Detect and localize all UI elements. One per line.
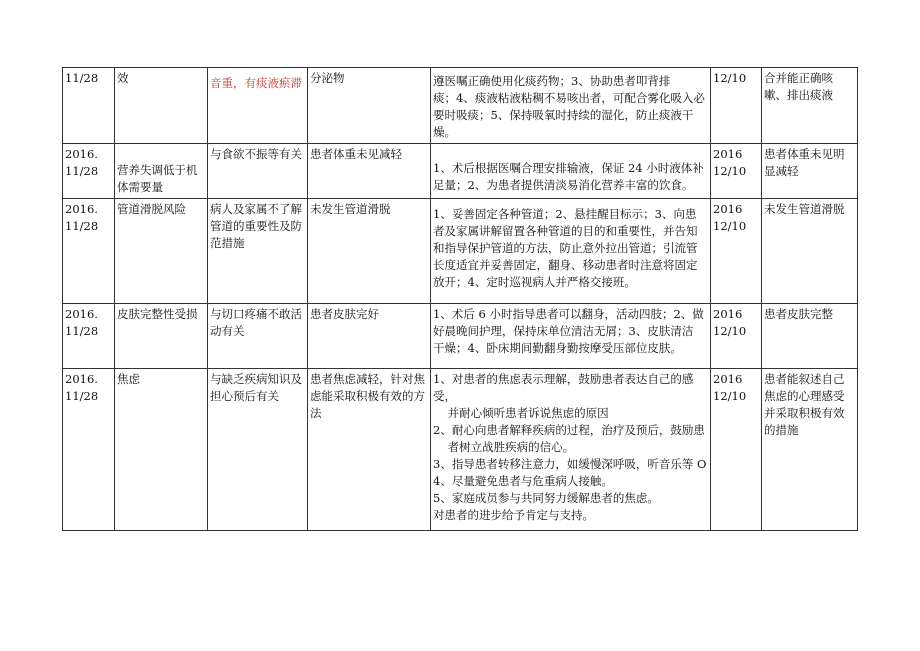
goal-cell <box>308 144 431 199</box>
cause-line: 病人及家属不了解 <box>210 202 302 216</box>
measures-cell <box>431 304 711 369</box>
evaluation-line: 的措施 <box>764 423 799 437</box>
measures-line: 3、指导患者转移注意力，如缓慢深呼吸，听音乐等 O <box>433 457 707 471</box>
problem-line: 营养失调低于机 <box>117 163 198 177</box>
measures-line: 对患者的进步给予肯定与支持。 <box>433 508 594 522</box>
eval-date-line: 2016 <box>713 147 743 161</box>
goal-cell <box>308 369 431 531</box>
eval-date-cell <box>711 144 762 199</box>
cause-cell <box>208 144 308 199</box>
problem-line: 体需要量 <box>117 180 163 194</box>
measures-line: 好晨晚间护理，保持床单位清洁无屑；3、皮肤清洁 <box>433 324 694 338</box>
eval-date-line: 12/10 <box>713 71 747 85</box>
eval-date-line: 12/10 <box>713 389 747 403</box>
date-line: 11/28 <box>65 219 99 233</box>
problem-line: 管道滑脱风险 <box>117 202 186 216</box>
date-cell <box>63 144 115 199</box>
evaluation-line: 嗽、排出痰液 <box>764 88 833 102</box>
table-row <box>63 369 858 531</box>
measures-cell <box>431 68 711 144</box>
evaluation-cell <box>762 68 858 144</box>
evaluation-line: 焦虑的心理感受 <box>764 389 845 403</box>
cause-cell <box>208 369 308 531</box>
cause-line: 与切口疼痛不敢活 <box>210 307 302 321</box>
measures-line: 干燥；4、卧床期间勤翻身勤按摩受压部位皮肤。 <box>433 341 682 355</box>
measures-line: 1、妥善固定各种管道；2、悬挂醒目标示；3、向患 <box>433 207 697 221</box>
goal-line: 法 <box>310 406 322 420</box>
measures-cell <box>431 199 711 304</box>
cause-cell <box>208 68 308 144</box>
measures-cell <box>431 369 711 531</box>
goal-cell <box>308 199 431 304</box>
measures-line: 足量；2、为患者提供清淡易消化营养丰富的饮食。 <box>433 178 694 192</box>
measures-line: 4、尽量避免患者与危重病人接触。 <box>433 474 613 488</box>
nursing-care-table <box>62 67 858 531</box>
eval-date-line: 12/10 <box>713 219 747 233</box>
date-line: 2016. <box>65 372 98 386</box>
eval-date-cell <box>711 199 762 304</box>
evaluation-cell <box>762 144 858 199</box>
measures-line: 痰；4、痰液粘液粘稠不易咳出者，可配合雾化吸入必 <box>433 91 705 105</box>
evaluation-line: 合并能正确咳 <box>764 71 833 85</box>
problem-line: 焦虑 <box>117 372 140 386</box>
date-line: 11/28 <box>65 389 99 403</box>
date-line: 2016. <box>65 307 98 321</box>
table-row <box>63 68 858 144</box>
measures-line: 要时吸痰；5、保持吸氧时持续的湿化，防止痰液干 <box>433 108 694 122</box>
measures-line: 1、术后 6 小时指导患者可以翻身，活动四肢；2、做 <box>433 307 704 321</box>
evaluation-line: 患者能叙述自己 <box>764 372 845 386</box>
eval-date-line: 2016 <box>713 202 743 216</box>
measures-line: 并耐心倾听患者诉说焦虑的原因 <box>433 406 609 420</box>
eval-date-line: 12/10 <box>713 164 747 178</box>
table-row <box>63 304 858 369</box>
cause-cell <box>208 304 308 369</box>
evaluation-cell <box>762 369 858 531</box>
date-line: 11/28 <box>65 164 99 178</box>
eval-date-cell <box>711 304 762 369</box>
cause-line: 管道的重要性及防 <box>210 219 302 233</box>
eval-date-line: 2016 <box>713 307 743 321</box>
measures-line: 遵医嘱正确使用化痰药物；3、协助患者叩背排 <box>433 74 671 88</box>
problem-line: 效 <box>117 71 129 85</box>
date-cell <box>63 199 115 304</box>
cause-line: 动有关 <box>210 324 245 338</box>
goal-line: 患者焦虑减轻，针对焦 <box>310 372 425 386</box>
measures-line: 者及家属讲解留置各种管道的目的和重要性，并告知 <box>433 224 698 238</box>
measures-line: 放开；4、定时巡视病人并严格交接班。 <box>433 275 636 289</box>
evaluation-line: 并采取积极有效 <box>764 406 845 420</box>
goal-line: 患者皮肤完好 <box>310 307 379 321</box>
eval-date-cell <box>711 68 762 144</box>
evaluation-cell <box>762 199 858 304</box>
date-cell <box>63 304 115 369</box>
goal-line: 虑能采取积极有效的方 <box>310 389 425 403</box>
goal-line: 患者体重未见减轻 <box>310 147 402 161</box>
problem-cell <box>115 199 208 304</box>
date-cell <box>63 369 115 531</box>
goal-cell <box>308 68 431 144</box>
measures-line: 和指导保护管道的方法，防止意外拉出管道；引流管 <box>433 241 698 255</box>
date-line: 2016. <box>65 147 98 161</box>
evaluation-line: 未发生管道滑脱 <box>764 202 845 216</box>
date-line: 11/28 <box>65 324 99 338</box>
problem-cell <box>115 144 208 199</box>
evaluation-line: 患者体重未见明 <box>764 147 845 161</box>
table-body <box>63 68 858 531</box>
measures-line: 5、家庭成员参与共同努力缓解患者的焦虑。 <box>433 491 659 505</box>
goal-line: 未发生管道滑脱 <box>310 202 391 216</box>
cause-cell <box>208 199 308 304</box>
eval-date-line: 2016 <box>713 372 743 386</box>
date-cell <box>63 68 115 144</box>
eval-date-line: 12/10 <box>713 324 747 338</box>
measures-line: 长度适宜并妥善固定，翻身、移动患者时注意将固定 <box>433 258 698 272</box>
table-row <box>63 144 858 199</box>
measures-line: 者树立战胜疾病的信心。 <box>433 440 575 454</box>
evaluation-line: 患者皮肤完整 <box>764 307 833 321</box>
problem-cell <box>115 304 208 369</box>
problem-line: 皮肤完整性受损 <box>117 307 198 321</box>
problem-cell <box>115 68 208 144</box>
problem-cell <box>115 369 208 531</box>
measures-cell <box>431 144 711 199</box>
cause-line: 音重，有痰液瘀滞 <box>210 76 302 90</box>
table-row <box>63 199 858 304</box>
measures-line: 1、术后根据医嘱合理安排输液，保证 24 小时液体补 <box>433 161 704 175</box>
date-line: 2016. <box>65 202 98 216</box>
cause-line: 与缺乏疾病知识及 <box>210 372 302 386</box>
measures-line: 1、对患者的焦虑表示理解，鼓励患者表达自己的感受， <box>433 372 694 403</box>
evaluation-cell <box>762 304 858 369</box>
measures-line: 燥。 <box>433 125 456 139</box>
cause-line: 担心预后有关 <box>210 389 279 403</box>
eval-date-cell <box>711 369 762 531</box>
goal-line: 分泌物 <box>310 71 345 85</box>
evaluation-line: 显减轻 <box>764 164 799 178</box>
date-line: 11/28 <box>65 71 99 85</box>
measures-line: 2、耐心向患者解释疾病的过程，治疗及预后，鼓励患 <box>433 423 705 437</box>
cause-line: 范措施 <box>210 236 245 250</box>
goal-cell <box>308 304 431 369</box>
cause-line: 与食欲不振等有关 <box>210 147 302 161</box>
